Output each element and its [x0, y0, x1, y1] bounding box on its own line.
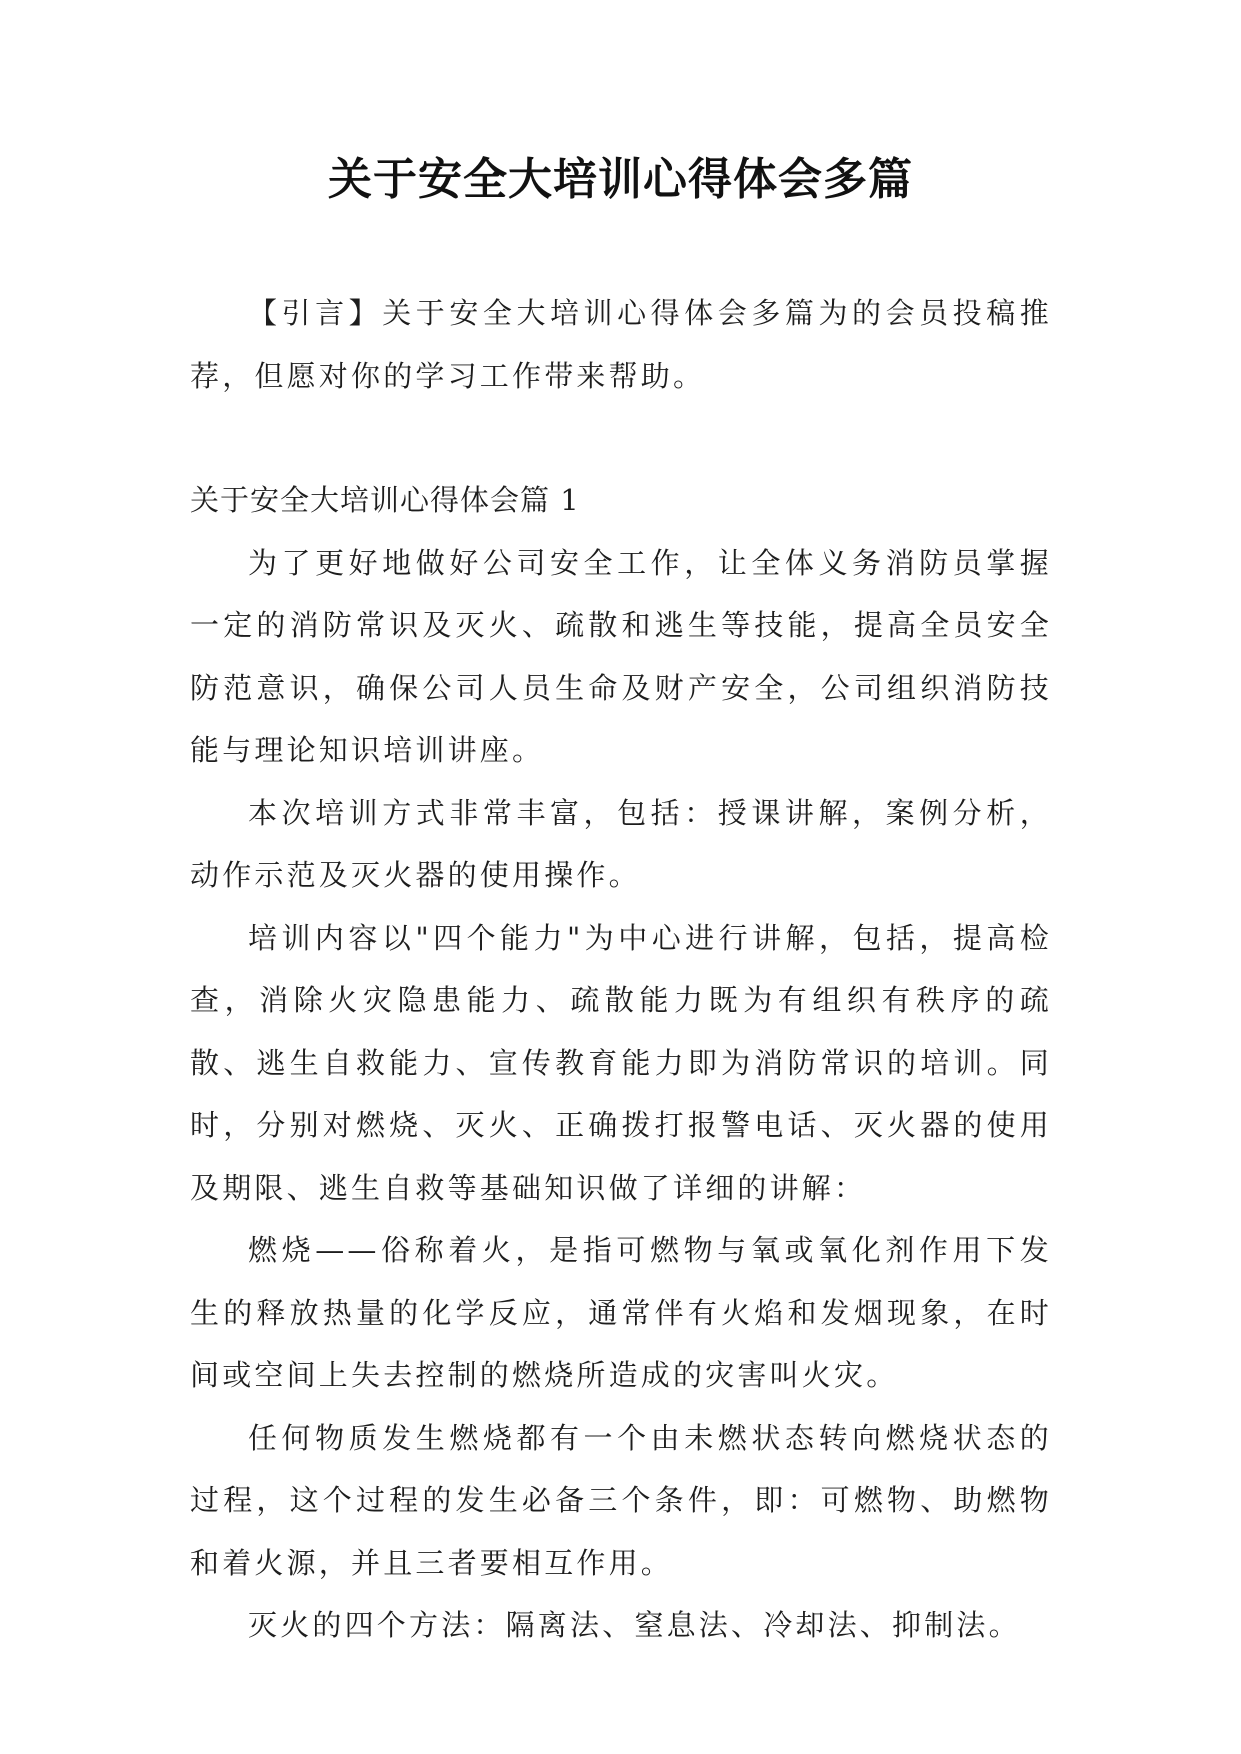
- body-paragraph: 任何物质发生燃烧都有一个由未燃状态转向燃烧状态的过程，这个过程的发生必备三个条件，即：可燃物、助燃物和着火源，并且三者要相互作用。: [190, 1420, 1052, 1580]
- document-body: [190, 282, 1052, 1657]
- document-title: 关于安全大培训心得体会多篇: [328, 154, 913, 205]
- body-paragraph: 本次培训方式非常丰富，包括：授课讲解，案例分析，动作示范及灭火器的使用操作。: [190, 795, 1052, 892]
- body-paragraph: 为了更好地做好公司安全工作，让全体义务消防员掌握一定的消防常识及灭火、疏散和逃生等技能，提高全员安全防范意识，确保公司人员生命及财产安全，公司组织消防技能与理论知识培训讲座。: [190, 545, 1052, 767]
- body-paragraph: 灭火的四个方法：隔离法、窒息法、冷却法、抑制法。: [248, 1608, 1021, 1642]
- body-paragraph: 燃烧——俗称着火，是指可燃物与氧或氧化剂作用下发生的释放热量的化学反应，通常伴有火焰和发烟现象，在时间或空间上失去控制的燃烧所造成的灾害叫火灾。: [190, 1233, 1052, 1392]
- intro-paragraph: 【引言】关于安全大培训心得体会多篇为的会员投稿推荐，但愿对你的学习工作带来帮助。: [190, 296, 1052, 393]
- body-paragraph: 培训内容以"四个能力"为中心进行讲解，包括，提高检查，消除火灾隐患能力、疏散能力既为有组织有秩序的疏散、逃生自救能力、宣传教育能力即为消防常识的培训。同时，分别对燃烧、灭火、正确拨打报警电话、灭火器的使用及期限、逃生自救等基础知识做了详细的讲解：: [190, 920, 1052, 1205]
- section-heading: 关于安全大培训心得体会篇 1: [190, 483, 580, 517]
